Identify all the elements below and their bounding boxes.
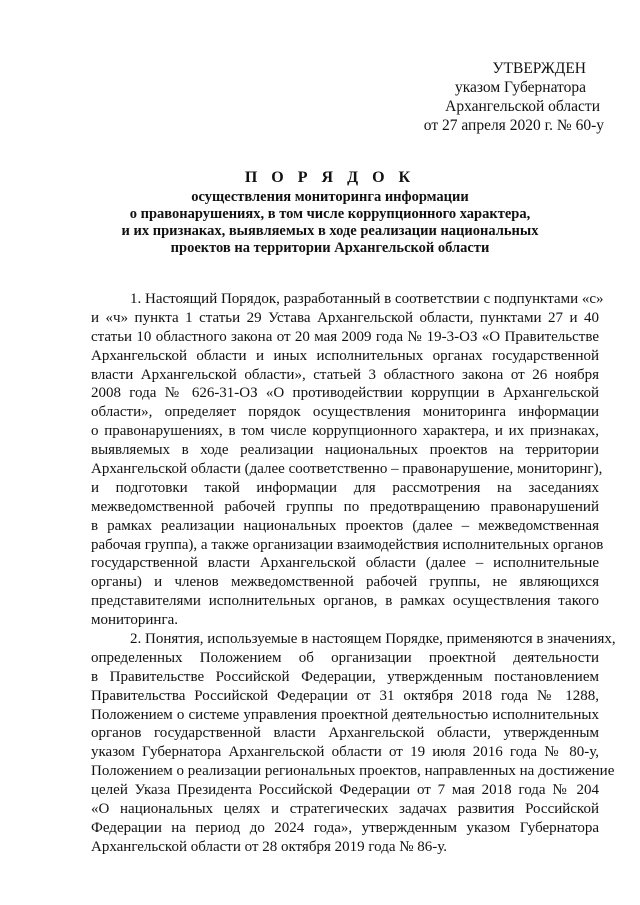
approval-date: от 27 апреля 2020 г. № 60-у [423,117,604,134]
text-line: Положением о системе управления проектной деятельностью исполнительных [91,706,599,723]
text-line: власти Архангельской области», статьей 3 областного закона от 26 ноября [91,366,599,383]
approval-region: Архангельской области [445,98,600,115]
text-line: Архангельской области (далее соответственно – правонарушение, мониторинг), [91,461,603,478]
text-line: области», определяет порядок осуществления мониторинга информации [91,404,599,421]
approval-authority: указом Губернатора [454,79,586,96]
text-line: указом Губернатора Архангельской области от 19 июля 2016 года № 80-у, [91,744,599,761]
text-line: Правительства Российской Федерации от 31 октября 2018 года № 1288, [91,687,599,704]
text-line: в рамках реализации национальных проектов (далее – межведомственная [91,517,599,534]
document-body [91,290,616,857]
title-main: П О Р Я Д О К [244,169,416,186]
title-subtitle-line: осуществления мониторинга информации [191,189,469,205]
approval-title: УТВЕРЖДЕН [492,60,586,77]
text-line: Федерации на период до 2024 года», утвержденным указом Губернатора [91,819,599,836]
text-line: и «ч» пункта 1 статьи 29 Устава Архангельской области, пунктами 27 и 40 [91,309,599,326]
text-line: «О национальных целях и стратегических задачах развития Российской [91,801,599,818]
document-title [80,168,580,257]
title-subtitle-line: проектов на территории Архангельской области [170,240,490,256]
text-line: и подготовки такой информации для рассмотрения на заседаниях [91,479,599,496]
text-line: 2008 года № 626-31-ОЗ «О противодействии коррупции в Архангельской [91,385,599,402]
text-line: Архангельской области от 28 октября 2019 года № 86-у. [91,838,448,855]
text-line: Архангельской области и иных исполнительных органах государственной [91,347,599,364]
text-line: 2. Понятия, используемые в настоящем Порядке, применяются в значениях, [130,631,616,648]
text-line: органы) и членов межведомственной рабочей группы, не являющихся [91,574,599,591]
approval-stamp [374,59,604,135]
text-line: государственной власти Архангельской области (далее – исполнительные [91,555,599,572]
text-line: мониторинга. [91,612,179,629]
title-subtitle-line: о правонарушениях, в том числе коррупционного характера, [129,206,531,222]
text-line: представителями исполнительных органов, в рамках осуществления такого [91,593,599,610]
title-subtitle-line: и их признаках, выявляемых в ходе реализации национальных [121,223,539,239]
text-line: целей Указа Президента Российской Федерации от 7 мая 2018 года № 204 [91,782,599,799]
paragraph-1 [91,290,604,630]
text-line: в Правительстве Российской Федерации, утвержденным постановлением [91,668,599,685]
text-line: органов государственной власти Архангельской области, утвержденным [91,725,599,742]
paragraph-2 [91,630,616,857]
text-line: о правонарушениях, в том числе коррупционного характера, и их признаках, [91,423,599,440]
text-line: межведомственной рабочей группы по предотвращению правонарушений [91,498,599,515]
text-line: Положением о реализации региональных проектов, направленных на достижение [91,763,615,780]
text-line: 1. Настоящий Порядок, разработанный в соответствии с подпунктами «с» [130,291,604,307]
text-line: рабочая группа), а также организации взаимодействия исполнительных органов [91,536,604,553]
text-line: выявляемых в ходе реализации национальных проектов на территории [91,442,599,459]
text-line: статьи 10 областного закона от 20 мая 2009 года № 19-3-ОЗ «О Правительстве [91,328,599,345]
text-line: определенных Положением об организации проектной деятельности [91,649,599,666]
